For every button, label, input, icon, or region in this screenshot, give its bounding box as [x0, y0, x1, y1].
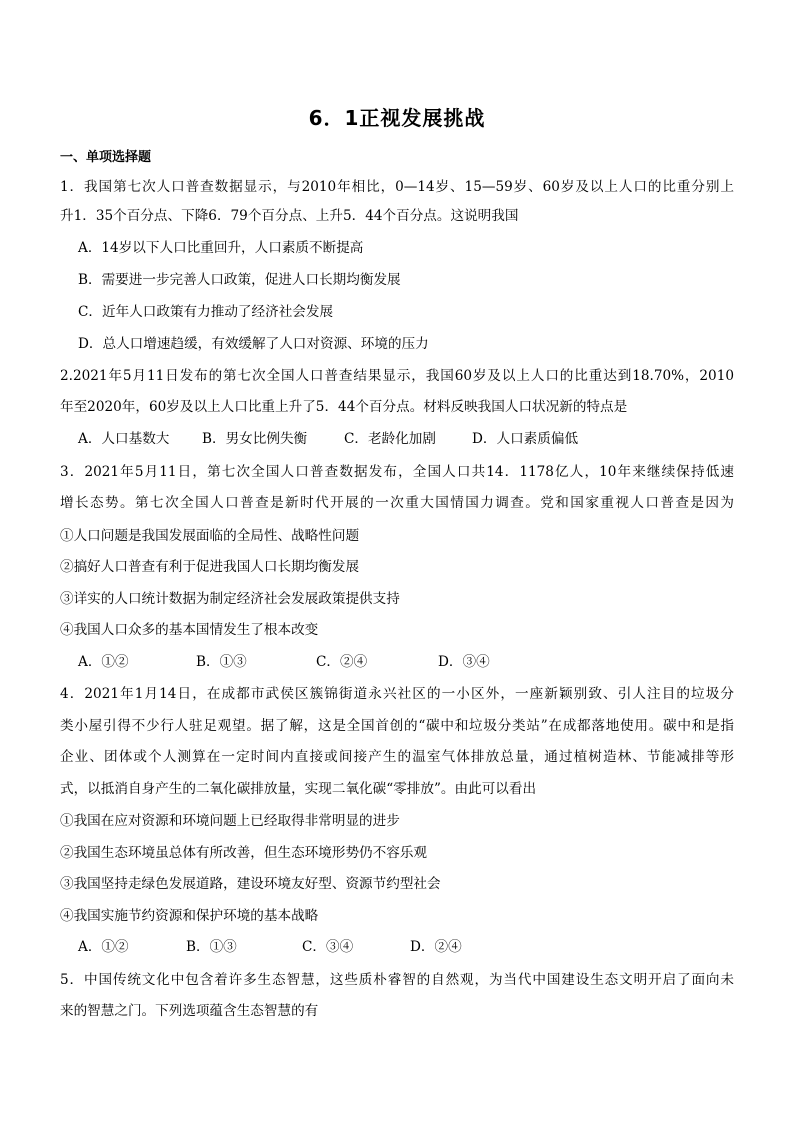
question-4-statement-4: ④我国实施节约资源和保护环境的基本战略: [60, 908, 319, 924]
question-4-option-a: A．①②: [78, 939, 129, 955]
question-1-option-a: A．14岁以下人口比重回升，人口素质不断提高: [78, 240, 364, 256]
question-4-stem-line-1: 4．2021年1月14日，在成都市武侯区簇锦街道永兴社区的一小区外，一座新颖别致、引人注目的垃圾分: [60, 686, 734, 702]
question-4-option-b: B．①③: [186, 939, 237, 955]
question-4-statement-3: ③我国坚持走绿色发展道路，建设环境友好型、资源节约型社会: [60, 876, 441, 892]
question-1-stem-line-1: 1．我国第七次人口普查数据显示，与2010年相比，0—14岁、15—59岁、60岁及以上人口的比重分别上: [60, 179, 734, 195]
question-3-stem-line-2: 增长态势。第七次全国人口普查是新时代开展的一次重大国情国力调查。党和国家重视人口普查是因为: [60, 495, 734, 511]
question-4-statement-2: ②我国生态环境虽总体有所改善，但生态环境形势仍不容乐观: [60, 845, 428, 861]
question-1-option-b: B．需要进一步完善人口政策，促进人口长期均衡发展: [78, 272, 401, 288]
question-3-option-a: A．①②: [78, 654, 129, 670]
question-4-option-c: C．③④: [302, 939, 354, 955]
question-3-option-d: D．③④: [438, 654, 490, 670]
question-4-stem-line-3: 企业、团体或个人测算在一定时间内直接或间接产生的温室气体排放总量，通过植树造林、节能减排等形: [60, 749, 734, 765]
question-2-option-a: A．人口基数大: [78, 431, 170, 447]
question-2-stem-line-1: 2.2021年5月11日发布的第七次全国人口普查结果显示，我国60岁及以上人口的比重达到18.70%，2010: [60, 368, 734, 384]
question-4-statement-1: ①我国在应对资源和环境问题上已经取得非常明显的进步: [60, 813, 400, 829]
question-4-stem-line-2: 类小屋引得不少行人驻足观望。据了解，这是全国首创的“碳中和垃圾分类站”在成都落地使用。碳中和是指: [60, 718, 734, 734]
question-1-option-c: C．近年人口政策有力推动了经济社会发展: [78, 304, 334, 320]
question-2-option-c: C．老龄化加剧: [344, 431, 436, 447]
question-1-option-d: D．总人口增速趋缓，有效缓解了人口对资源、环境的压力: [78, 336, 429, 352]
question-2-option-d: D．人口素质偏低: [472, 431, 579, 447]
section-heading: 一、单项选择题: [60, 150, 152, 165]
question-1-stem-line-2: 升1．35个百分点、下降6．79个百分点、上升5．44个百分点。这说明我国: [60, 208, 519, 224]
question-4-stem-line-4: 式，以抵消自身产生的二氧化碳排放量，实现二氧化碳“零排放”。由此可以看出: [60, 781, 537, 797]
question-3-statement-2: ②搞好人口普查有利于促进我国人口长期均衡发展: [60, 559, 360, 575]
question-3-statement-3: ③详实的人口统计数据为制定经济社会发展政策提供支持: [60, 591, 400, 607]
question-2-option-b: B．男女比例失衡: [202, 431, 308, 447]
page-title: 6．1正视发展挑战: [308, 106, 486, 130]
question-3-option-b: B．①③: [196, 654, 247, 670]
question-5-stem-line-1: 5．中国传统文化中包含着许多生态智慧，这些质朴睿智的自然观，为当代中国建设生态文明开启了面向未: [60, 972, 734, 988]
question-3-statement-4: ④我国人口众多的基本国情发生了根本改变: [60, 622, 319, 638]
question-4-option-d: D．②④: [410, 939, 462, 955]
question-5-stem-line-2: 来的智慧之门。下列选项蕴含生态智慧的有: [60, 1003, 319, 1019]
question-3-stem-line-1: 3．2021年5月11日，第七次全国人口普查数据发布，全国人口共14．1178亿人，10年来继续保持低速: [60, 464, 734, 480]
question-3-option-c: C．②④: [316, 654, 368, 670]
question-2-stem-line-2: 年至2020年，60岁及以上人口比重上升了5．44个百分点。材料反映我国人口状况新的特点是: [60, 399, 628, 415]
question-3-statement-1: ①人口问题是我国发展面临的全局性、战略性问题: [60, 528, 360, 544]
